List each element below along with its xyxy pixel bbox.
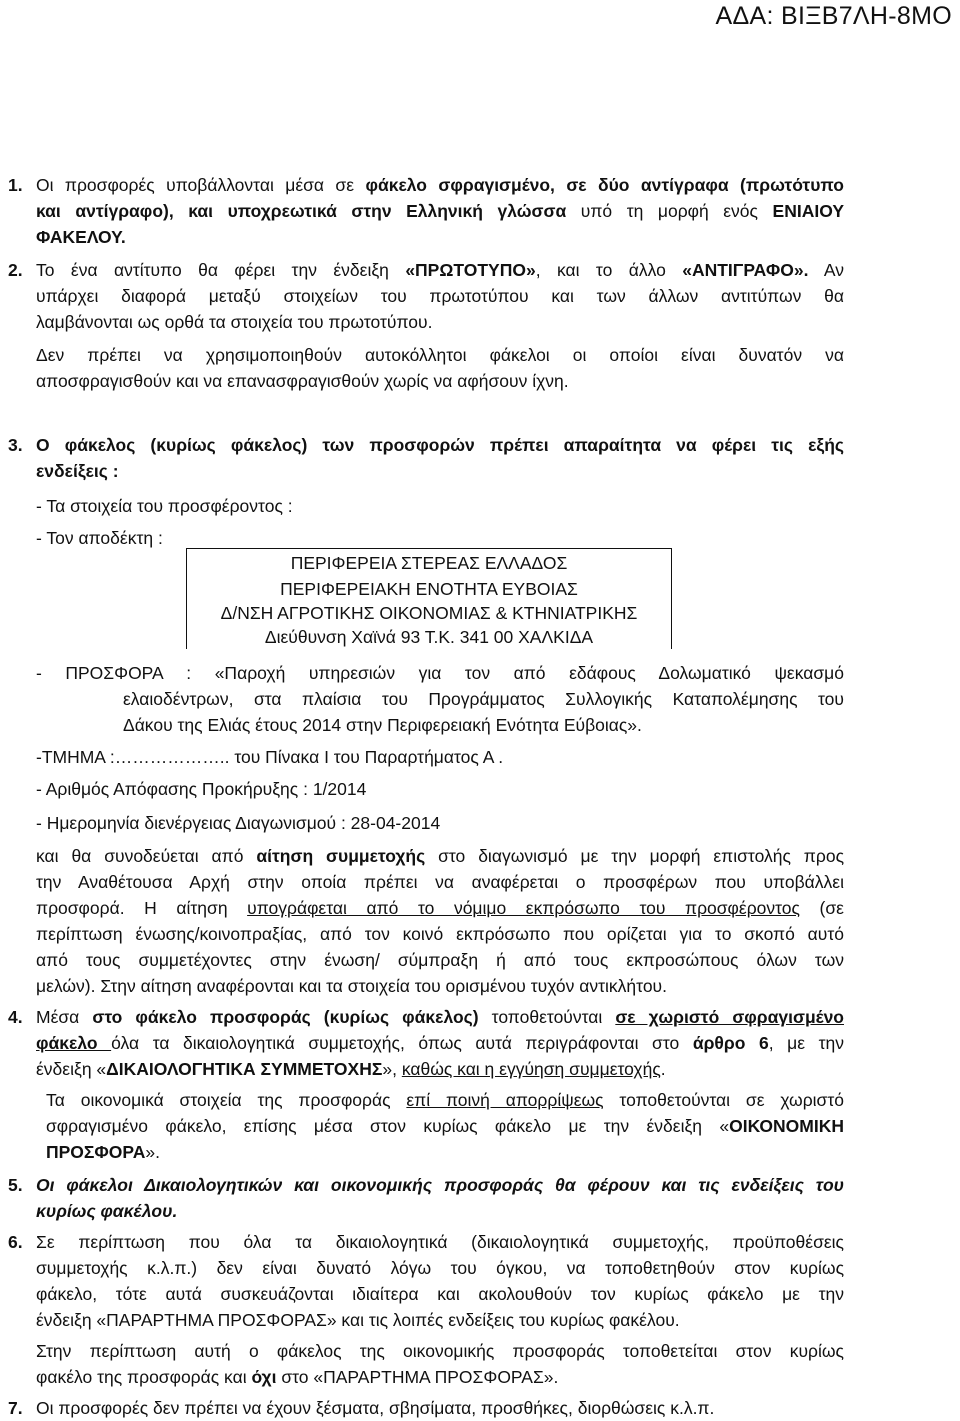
financial-line-1: Τα οικονομικά στοιχεία της προσφοράς επί ποινή απορρίψεως τοποθετούνται σε χωριστό xyxy=(46,1090,845,1110)
item-2-line-3: λαμβάνονται ως ορθά τα στοιχεία του πρωτοτύπου. xyxy=(36,312,433,332)
item-1-line-3: ΦΑΚΕΛΟΥ. xyxy=(36,227,126,247)
competition-date: - Ημερομηνία διενέργειας Διαγωνισμού : 28-04-2014 xyxy=(36,813,441,833)
item-2-number: 2. xyxy=(8,260,23,280)
item-2-line-4: Δεν πρέπει να χρησιμοποιηθούν αυτοκόλλητοι φάκελοι οι οποίοι είναι δυνατόν να xyxy=(36,345,844,365)
item-4-number: 4. xyxy=(8,1007,23,1027)
application-line-1: και θα συνοδεύεται από αίτηση συμμετοχής στο διαγωνισμό με την μορφή επιστολής προς xyxy=(36,846,844,866)
offer-line-3: Δάκου της Ελιάς έτους 2014 στην Περιφερειακή Ενότητα Εύβοιας». xyxy=(123,715,642,735)
item-6-line-1: Σε περίπτωση που όλα τα δικαιολογητικά (δικαιολογητικά συμμετοχής, προϋποθέσεις xyxy=(36,1232,844,1252)
application-line-2: την Αναθέτουσα Αρχή στην οποία πρέπει να αναφέρεται ο προσφέρων που υποβάλλει xyxy=(36,872,844,892)
item-5-number: 5. xyxy=(8,1175,23,1195)
offer-line-2: ελαιοδέντρων, στα πλαίσια του Προγράμματος Συλλογικής Καταπολέμησης του xyxy=(123,689,844,709)
section-label: -ΤΜΗΜΑ :……………….. του Πίνακα Ι του Παραρτήματος Α . xyxy=(36,747,504,767)
address-line-4: Διεύθυνση Χαϊνά 93 Τ.Κ. 341 00 ΧΑΛΚΙΔΑ xyxy=(264,627,594,647)
financial-line-2: σφραγισμένο φάκελο, επίσης μέσα στον κυρίως φάκελο με την ένδειξη «ΟΙΚΟΝΟΜΙΚΗ xyxy=(46,1116,844,1136)
item-5-line-2: κυρίως φακέλου. xyxy=(36,1201,178,1221)
item-6-number: 6. xyxy=(8,1232,23,1252)
item-1-number: 1. xyxy=(8,175,23,195)
item-2-line-2: υπάρχει διαφορά μεταξύ στοιχείων του πρωτοτύπου και των άλλων αντιτύπων θα xyxy=(36,286,844,306)
recipient-label: - Τον αποδέκτη : xyxy=(36,528,163,548)
application-line-4: περίπτωση ένωσης/κοινοπραξίας, από τον κοινό εκπρόσωπο που ορίζεται για το σκοπό αυτό xyxy=(36,924,844,944)
application-line-5: από τους συμμετέχοντες στην ένωση/ σύμπραξη ή από τους εκπροσώπους όλων των xyxy=(36,950,844,970)
sender-label: - Τα στοιχεία του προσφέροντος : xyxy=(36,496,293,516)
address-line-3: Δ/ΝΣΗ ΑΓΡΟΤΙΚΗΣ ΟΙΚΟΝΟΜΙΑΣ & ΚΤΗΝΙΑΤΡΙΚΗΣ xyxy=(220,603,638,623)
decision-number: - Αριθμός Απόφασης Προκήρυξης : 1/2014 xyxy=(36,779,367,799)
recipient-address-box xyxy=(186,548,672,649)
item-2-line-5: αποσφραγισθούν και να επανασφραγισθούν χωρίς να αφήσουν ίχνη. xyxy=(36,371,569,391)
item-1-line-2: και αντίγραφο), και υποχρεωτικά στην Ελληνική γλώσσα υπό τη μορφή ενός ΕΝΙΑΙΟΥ xyxy=(36,201,844,221)
item-6-line-2: συμμετοχής κ.λ.π.) δεν είναι δυνατό λόγω του όγκου, να τοποθετηθούν στον κυρίως xyxy=(36,1258,844,1278)
item-6-line-4: ένδειξη «ΠΑΡΑΡΤΗΜΑ ΠΡΟΣΦΟΡΑΣ» και τις λοιπές ενδείξεις του κυρίως φακέλου. xyxy=(36,1310,680,1330)
address-line-1: ΠΕΡΙΦΕΡΕΙΑ ΣΤΕΡΕΑΣ ΕΛΛΑΔΟΣ xyxy=(290,553,568,573)
address-line-2: ΠΕΡΙΦΕΡΕΙΑΚΗ ΕΝΟΤΗΤΑ ΕΥΒΟΙΑΣ xyxy=(280,579,578,599)
application-line-6: μελών). Στην αίτηση αναφέρονται και τα στοιχεία του ορισμένου τυχόν αντικλήτου. xyxy=(36,976,667,996)
item-7-number: 7. xyxy=(8,1398,23,1418)
item-4-line-2: φάκελο όλα τα δικαιολογητικά συμμετοχής, όπως αυτά περιγράφονται στο άρθρο 6, με την xyxy=(36,1033,844,1053)
item-2-line-1: Το ένα αντίτυπο θα φέρει την ένδειξη «ΠΡΩΤΟΤΥΠΟ», και το άλλο «ΑΝΤΙΓΡΑΦΟ». Αν xyxy=(36,260,844,280)
item-3-line-1: Ο φάκελος (κυρίως φάκελος) των προσφορών πρέπει απαραίτητα να φέρει τις εξής xyxy=(36,435,844,455)
item-3-line-2: ενδείξεις : xyxy=(36,461,119,481)
application-line-3: προσφορά. Η αίτηση υπογράφεται από το νόμιμο εκπρόσωπο του προσφέροντος (σε xyxy=(36,898,844,918)
offer-line-1: - ΠΡΟΣΦΟΡΑ : «Παροχή υπηρεσιών για τον από εδάφους Δολωματικό ψεκασμό xyxy=(36,663,844,683)
item-3-number: 3. xyxy=(8,435,23,455)
item-7-line-1: Οι προσφορές δεν πρέπει να έχουν ξέσματα, σβησίματα, προσθήκες, διορθώσεις κ.λ.π. xyxy=(36,1398,715,1418)
item-4-line-3: ένδειξη «ΔΙΚΑΙΟΛΟΓΗΤΙΚΑ ΣΥΜΜΕΤΟΧΗΣ», καθώς και η εγγύηση συμμετοχής. xyxy=(36,1059,666,1079)
ada-code: ΑΔΑ: ΒΙΞΒ7ΛΗ-8ΜΟ xyxy=(715,2,952,30)
item-5-line-1: Οι φάκελοι Δικαιολογητικών και οικονομικής προσφοράς θα φέρουν και τις ενδείξεις του xyxy=(36,1175,844,1195)
item-1-line-1: Οι προσφορές υποβάλλονται μέσα σε φάκελο σφραγισμένο, σε δύο αντίγραφα (πρωτότυπο xyxy=(36,175,844,195)
item-6-line-6: φακέλο της προσφοράς και όχι στο «ΠΑΡΑΡΤΗΜΑ ΠΡΟΣΦΟΡΑΣ». xyxy=(36,1367,559,1387)
item-4-line-1: Μέσα στο φάκελο προσφοράς (κυρίως φάκελος) τοποθετούνται σε χωριστό σφραγισμένο xyxy=(36,1007,844,1027)
item-6-line-3: φάκελο, τότε αυτά συσκευάζονται ιδιαίτερα και ακολουθούν τον κυρίως φάκελο με την xyxy=(36,1284,844,1304)
financial-line-3: ΠΡΟΣΦΟΡΑ». xyxy=(46,1142,161,1162)
item-6-line-5: Στην περίπτωση αυτή ο φάκελος της οικονομικής προσφοράς τοποθετείται στον κυρίως xyxy=(36,1341,844,1361)
